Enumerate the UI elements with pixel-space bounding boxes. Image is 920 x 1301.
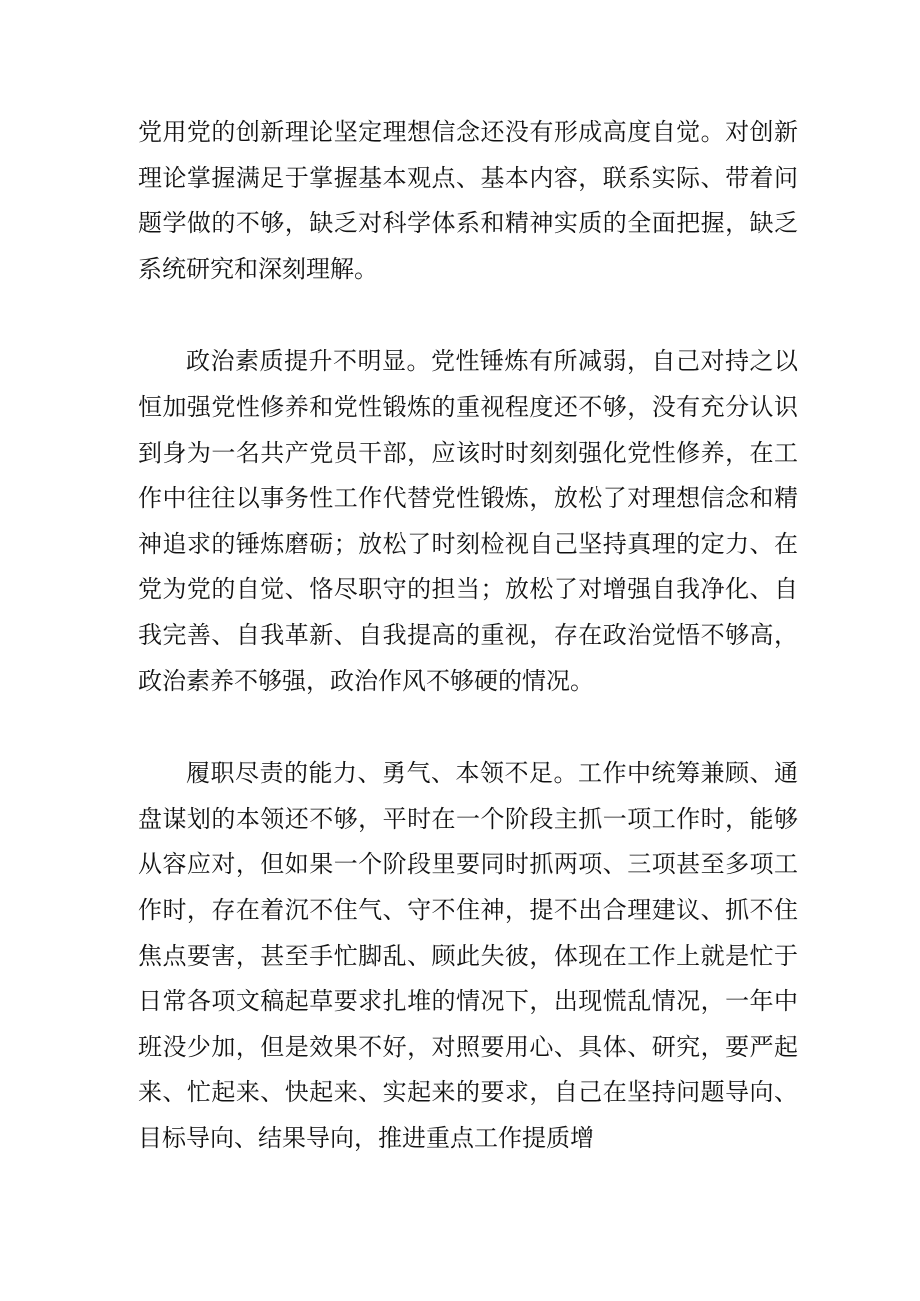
document-body <box>138 110 798 1208</box>
paragraph-theory-study: 党用党的创新理论坚定理想信念还没有形成高度自觉。对创新理论掌握满足于掌握基本观点、基本内容，联系实际、带着问题学做的不够，缺乏对科学体系和精神实质的全面把握，缺乏系统研究和深刻理解。 <box>138 118 798 283</box>
paragraph-political-quality: 政治素质提升不明显。党性锤炼有所减弱，自己对持之以恒加强党性修养和党性锻炼的重视程度还不够，没有充分认识到身为一名共产党员干部，应该时时刻刻强化党性修养，在工作中往往以事务性工作代替党性锻炼，放松了对理想信念和精神追求的锤炼磨砺；放松了时刻检视自己坚持真理的定力、在党为党的自觉、恪尽职守的担当；放松了对增强自我净化、自我完善、自我革新、自我提高的重视，存在政治觉悟不够高，政治素养不够强，政治作风不够硬的情况。 <box>138 347 798 695</box>
paragraph-duty-ability: 履职尽责的能力、勇气、本领不足。工作中统筹兼顾、通盘谋划的本领还不够，平时在一个阶段主抓一项工作时，能够从容应对，但如果一个阶段里要同时抓两项、三项甚至多项工作时，存在着沉不住气、守不住神，提不出合理建议、抓不住焦点要害，甚至手忙脚乱、顾此失彼，体现在工作上就是忙于日常各项文稿起草要求扎堆的情况下，出现慌乱情况，一年中班没少加，但是效果不好，对照要用心、具体、研究，要严起来、忙起来、快起来、实起来的要求，自己在坚持问题导向、目标导向、结果导向，推进重点工作提质增 <box>138 759 798 1152</box>
